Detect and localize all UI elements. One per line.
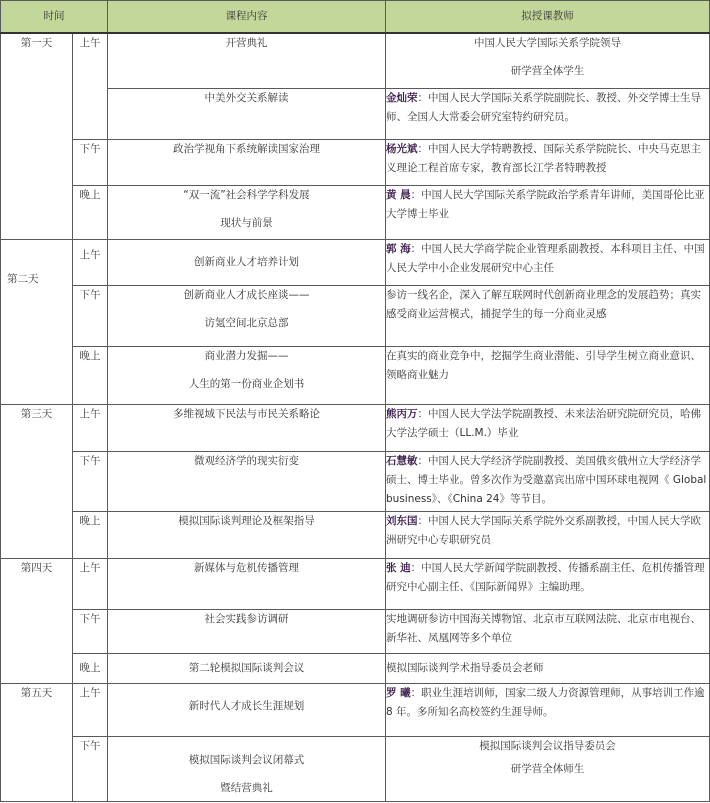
course-cell (108, 88, 386, 139)
course-cell (108, 239, 386, 285)
period-label: 上午 (73, 33, 108, 139)
table-row (1, 451, 710, 511)
day-label: 第一天 (1, 33, 73, 239)
course-cell (108, 736, 386, 801)
course-cell (108, 33, 386, 88)
course-title: 商业潜力发掘—— (204, 349, 289, 362)
period-label: 下午 (73, 285, 108, 346)
course-title: 社会实践参访调研 (204, 612, 289, 625)
period-label: 上午 (73, 558, 108, 609)
table-row (1, 683, 710, 736)
course-cell (108, 451, 386, 511)
table-row (1, 88, 710, 139)
course-title: 政治学视角下系统解读国家治理 (173, 142, 320, 155)
teacher-name: 张 迪 (386, 561, 411, 574)
teacher-cell (386, 683, 710, 736)
course-subtitle: 访氪空间北京总部 (204, 316, 289, 329)
period-label: 下午 (73, 609, 108, 653)
teacher-name: 熊丙万 (386, 407, 418, 420)
teacher-name: 黄 晨 (386, 188, 411, 201)
course-title: 第二轮模拟国际谈判会议 (188, 661, 305, 674)
period-label: 上午 (73, 683, 108, 736)
course-subtitle: 暨结营典礼 (220, 781, 273, 794)
table-row (1, 185, 710, 239)
teacher-desc: ：中国人民大学国际关系学院外交系副教授，中国人民大学欧洲研究中心专职研究员 (386, 514, 701, 546)
course-title: 模拟国际谈判理论及框架指导 (178, 514, 315, 527)
table-row (1, 511, 710, 558)
table-row (1, 736, 710, 801)
table-row (1, 239, 710, 285)
course-title: 模拟国际谈判会议闭幕式 (188, 753, 305, 766)
course-cell (108, 404, 386, 451)
course-cell (108, 346, 386, 404)
course-title: 开营典礼 (225, 37, 268, 49)
teacher-cell (386, 558, 710, 609)
teacher-line: 中国人民大学国际关系学院领导 (474, 37, 621, 49)
period-label: 上午 (73, 239, 108, 285)
period-label: 晚上 (73, 511, 108, 558)
table-row (1, 558, 710, 609)
day-label: 第三天 (1, 404, 73, 558)
course-title: 多维视域下民法与市民关系略论 (173, 407, 320, 420)
teacher-line: 研学营全体学生 (510, 65, 585, 77)
teacher-cell (386, 404, 710, 451)
table-row (1, 33, 710, 88)
course-cell (108, 139, 386, 185)
table-row (1, 346, 710, 404)
course-cell (108, 285, 386, 346)
period-label: 下午 (73, 736, 108, 801)
teacher-name: 石慧敏 (386, 454, 418, 467)
teacher-cell (386, 185, 710, 239)
teacher-desc: ：中国人民大学国际关系学院政治学系青年讲师，美国哥伦比亚大学博士毕业 (386, 188, 705, 220)
teacher-cell (386, 451, 710, 511)
teacher-name: 罗 曦 (386, 686, 411, 699)
course-cell (108, 683, 386, 736)
course-title: 创新商业人才培养计划 (194, 255, 299, 268)
period-label: 上午 (73, 404, 108, 451)
table-row (1, 653, 710, 683)
course-title: “双一流”社会科学学科发展 (183, 188, 310, 201)
teacher-cell (386, 88, 710, 139)
course-cell (108, 558, 386, 609)
period-label: 晚上 (73, 185, 108, 239)
table-row (1, 609, 710, 653)
period-label: 晚上 (73, 653, 108, 683)
teacher-desc: 在真实的商业竞争中，挖掘学生商业潜能、引导学生树立商业意识、领略商业魅力 (386, 349, 701, 381)
period-label: 下午 (73, 451, 108, 511)
header-teacher: 拟授课教师 (386, 1, 710, 34)
course-title: 创新商业人才成长座谈—— (183, 288, 310, 301)
course-cell (108, 511, 386, 558)
course-cell (108, 609, 386, 653)
table-row (1, 139, 710, 185)
teacher-desc: 模拟国际谈判学术指导委员会老师 (386, 661, 544, 674)
course-subtitle: 人生的第一份商业企划书 (188, 377, 305, 390)
teacher-cell (386, 139, 710, 185)
teacher-cell (386, 285, 710, 346)
header-time: 时间 (1, 1, 108, 34)
teacher-cell (386, 33, 710, 88)
course-title: 中美外交关系解读 (204, 91, 289, 104)
day-label: 第二天 (1, 239, 73, 404)
course-cell (108, 653, 386, 683)
teacher-name: 刘东国 (386, 514, 418, 527)
teacher-cell (386, 653, 710, 683)
teacher-cell (386, 511, 710, 558)
teacher-desc: 参访一线名企，深入了解互联网时代创新商业理念的发展趋势；真实感受商业运营模式，捕捉学生的每一分商业灵感 (386, 288, 701, 320)
teacher-desc: ：中国人民大学特聘教授、国际关系学院院长、中央马克思主义理论工程首席专家，教育部长江学者特聘教授 (386, 142, 701, 174)
teacher-desc: ：中国人民大学国际关系学院副院长、教授、外交学博士生导师、全国人大常委会研究室特约研究员。 (386, 91, 701, 123)
day-label: 第四天 (1, 558, 73, 683)
teacher-desc: ：中国人民大学商学院企业管理系副教授、本科项目主任、中国人民大学中小企业发展研究中心主任 (386, 242, 705, 274)
teacher-desc: 实地调研参访中国海关博物馆、北京市互联网法院、北京市电视台、新华社、凤凰网等多个单位 (386, 612, 701, 644)
teacher-name: 金灿荣 (386, 91, 418, 104)
teacher-name: 杨光斌 (386, 142, 418, 155)
course-title: 新时代人才成长生涯规划 (188, 699, 305, 712)
teacher-cell (386, 346, 710, 404)
table-row (1, 404, 710, 451)
course-cell (108, 185, 386, 239)
period-label: 下午 (73, 139, 108, 185)
teacher-desc: ：中国人民大学新闻学院副教授、传播系副主任、危机传播管理研究中心副主任、《国际新闻界》主编助理。 (386, 561, 705, 593)
teacher-name: 郭 海 (386, 242, 411, 255)
header-course: 课程内容 (108, 1, 386, 34)
teacher-cell (386, 736, 710, 801)
course-subtitle: 现状与前景 (220, 216, 273, 229)
header-row (1, 1, 710, 34)
teacher-cell (386, 609, 710, 653)
teacher-desc: ：职业生涯培训师，国家二级人力资源管理师，从事培训工作逾 8 年。多所知名高校签约生涯导师。 (386, 686, 705, 718)
course-title: 新媒体与危机传播管理 (194, 561, 299, 574)
teacher-line: 模拟国际谈判会议指导委员会 (479, 739, 616, 752)
course-title: 微观经济学的现实衍变 (194, 454, 299, 467)
teacher-cell (386, 239, 710, 285)
teacher-line: 研学营全体师生 (510, 762, 585, 775)
table-row (1, 285, 710, 346)
teacher-desc: ：中国人民大学经济学院副教授、美国俄亥俄州立大学经济学硕士、博士毕业。曾多次作为受邀嘉宾出席中国环球电视网《 Global business》、《China 24》等节目。 (386, 454, 707, 505)
period-label: 晚上 (73, 346, 108, 404)
teacher-desc: ：中国人民大学法学院副教授、未来法治研究院研究员，哈佛大学法学硕士（LL.M.）毕业 (386, 407, 701, 439)
day-label: 第五天 (1, 683, 73, 801)
